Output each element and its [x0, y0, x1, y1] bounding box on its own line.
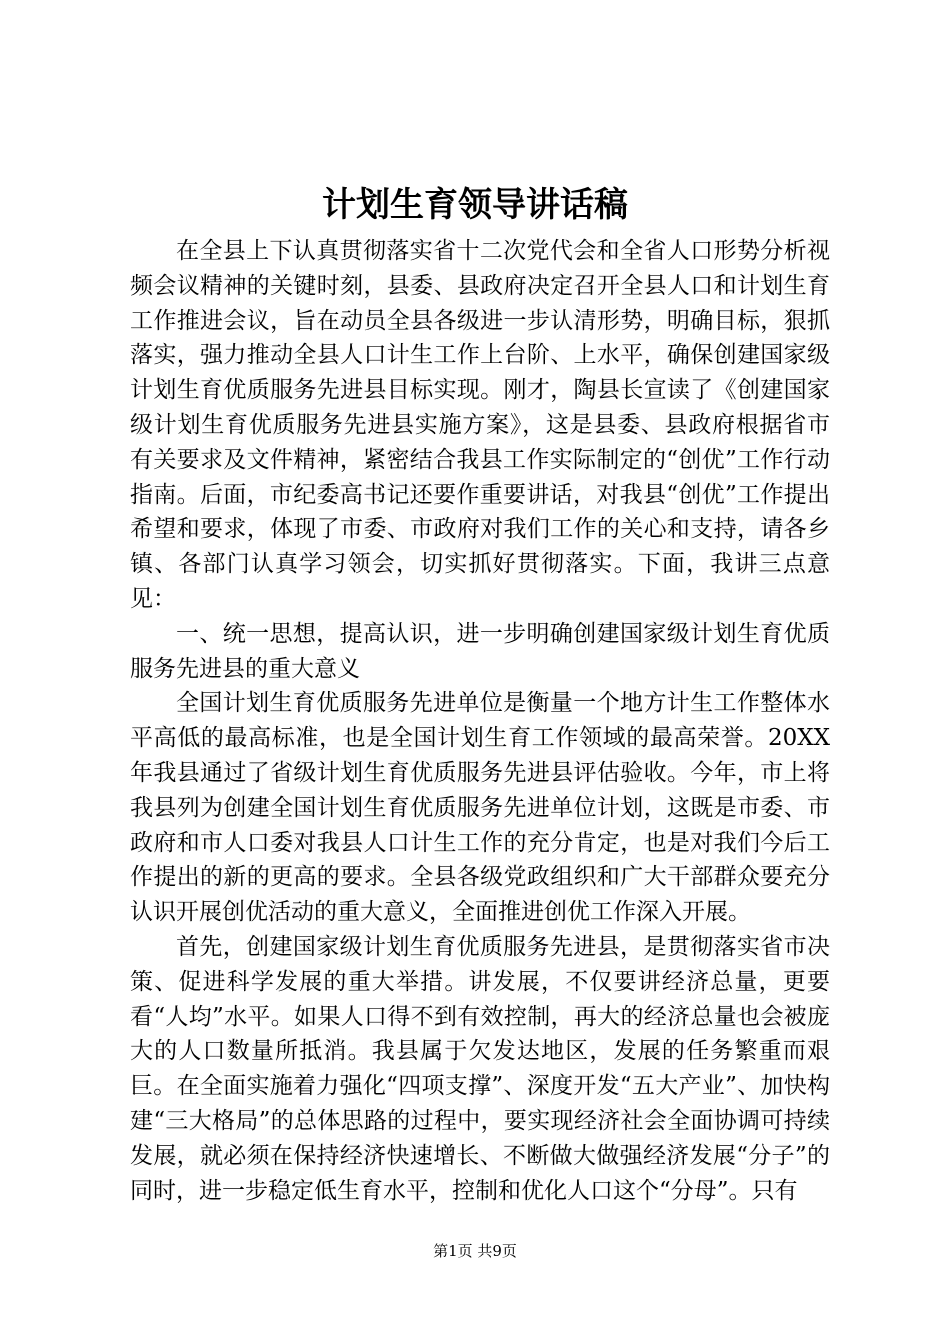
document-body: [130, 234, 830, 1208]
paragraph-intro: 在全县上下认真贯彻落实省十二次党代会和全省人口形势分析视频会议精神的关键时刻，县委、县政府决定召开全县人口和计划生育工作推进会议，旨在动员全县各级进一步认清形势，明确目标，狠抓落实，强力推动全县人口计生工作上台阶、上水平，确保创建国家级计划生育优质服务先进县目标实现。刚才，陶县长宣读了《创建国家级计划生育优质服务先进县实施方案》，这是县委、县政府根据省市有关要求及文件精神，紧密结合我县工作实际制定的“创优”工作行动指南。后面，市纪委高书记还要作重要讲话，对我县“创优”工作提出希望和要求，体现了市委、市政府对我们工作的关心和支持，请各乡镇、各部门认真学习领会，切实抓好贯彻落实。下面，我讲三点意见：: [130, 238, 830, 612]
page-footer: 第1页 共9页: [433, 1242, 517, 1260]
document-title: 计划生育领导讲话稿: [322, 185, 628, 225]
paragraph-significance: 全国计划生育优质服务先进单位是衡量一个地方计生工作整体水平高低的最高标准，也是全国计划生育工作领域的最高荣誉。20XX年我县通过了省级计划生育优质服务先进县评估验收。今年，市上将我县列为创建全国计划生育优质服务先进单位计划，这既是市委、市政府和市人口委对我县人口计生工作的充分肯定，也是对我们今后工作提出的新的更高的要求。全县各级党政组织和广大干部群众要充分认识开展创优活动的重大意义，全面推进创优工作深入开展。: [130, 690, 830, 926]
paragraph-first-point: 首先，创建国家级计划生育优质服务先进县，是贯彻落实省市决策、促进科学发展的重大举措。讲发展，不仅要讲经济总量，更要看“人均”水平。如果人口得不到有效控制，再大的经济总量也会被庞大的人口数量所抵消。我县属于欠发达地区，发展的任务繁重而艰巨。在全面实施着力强化“四项支撑”、深度开发“五大产业”、加快构建“三大格局”的总体思路的过程中，要实现经济社会全面协调可持续发展，就必须在保持经济快速增长、不断做大做强经济发展“分子”的同时，进一步稳定低生育水平，控制和优化人口这个“分母”。只有: [130, 933, 830, 1204]
section-heading-1: 一、统一思想，提高认识，进一步明确创建国家级计划生育优质服务先进县的重大意义: [130, 620, 830, 682]
